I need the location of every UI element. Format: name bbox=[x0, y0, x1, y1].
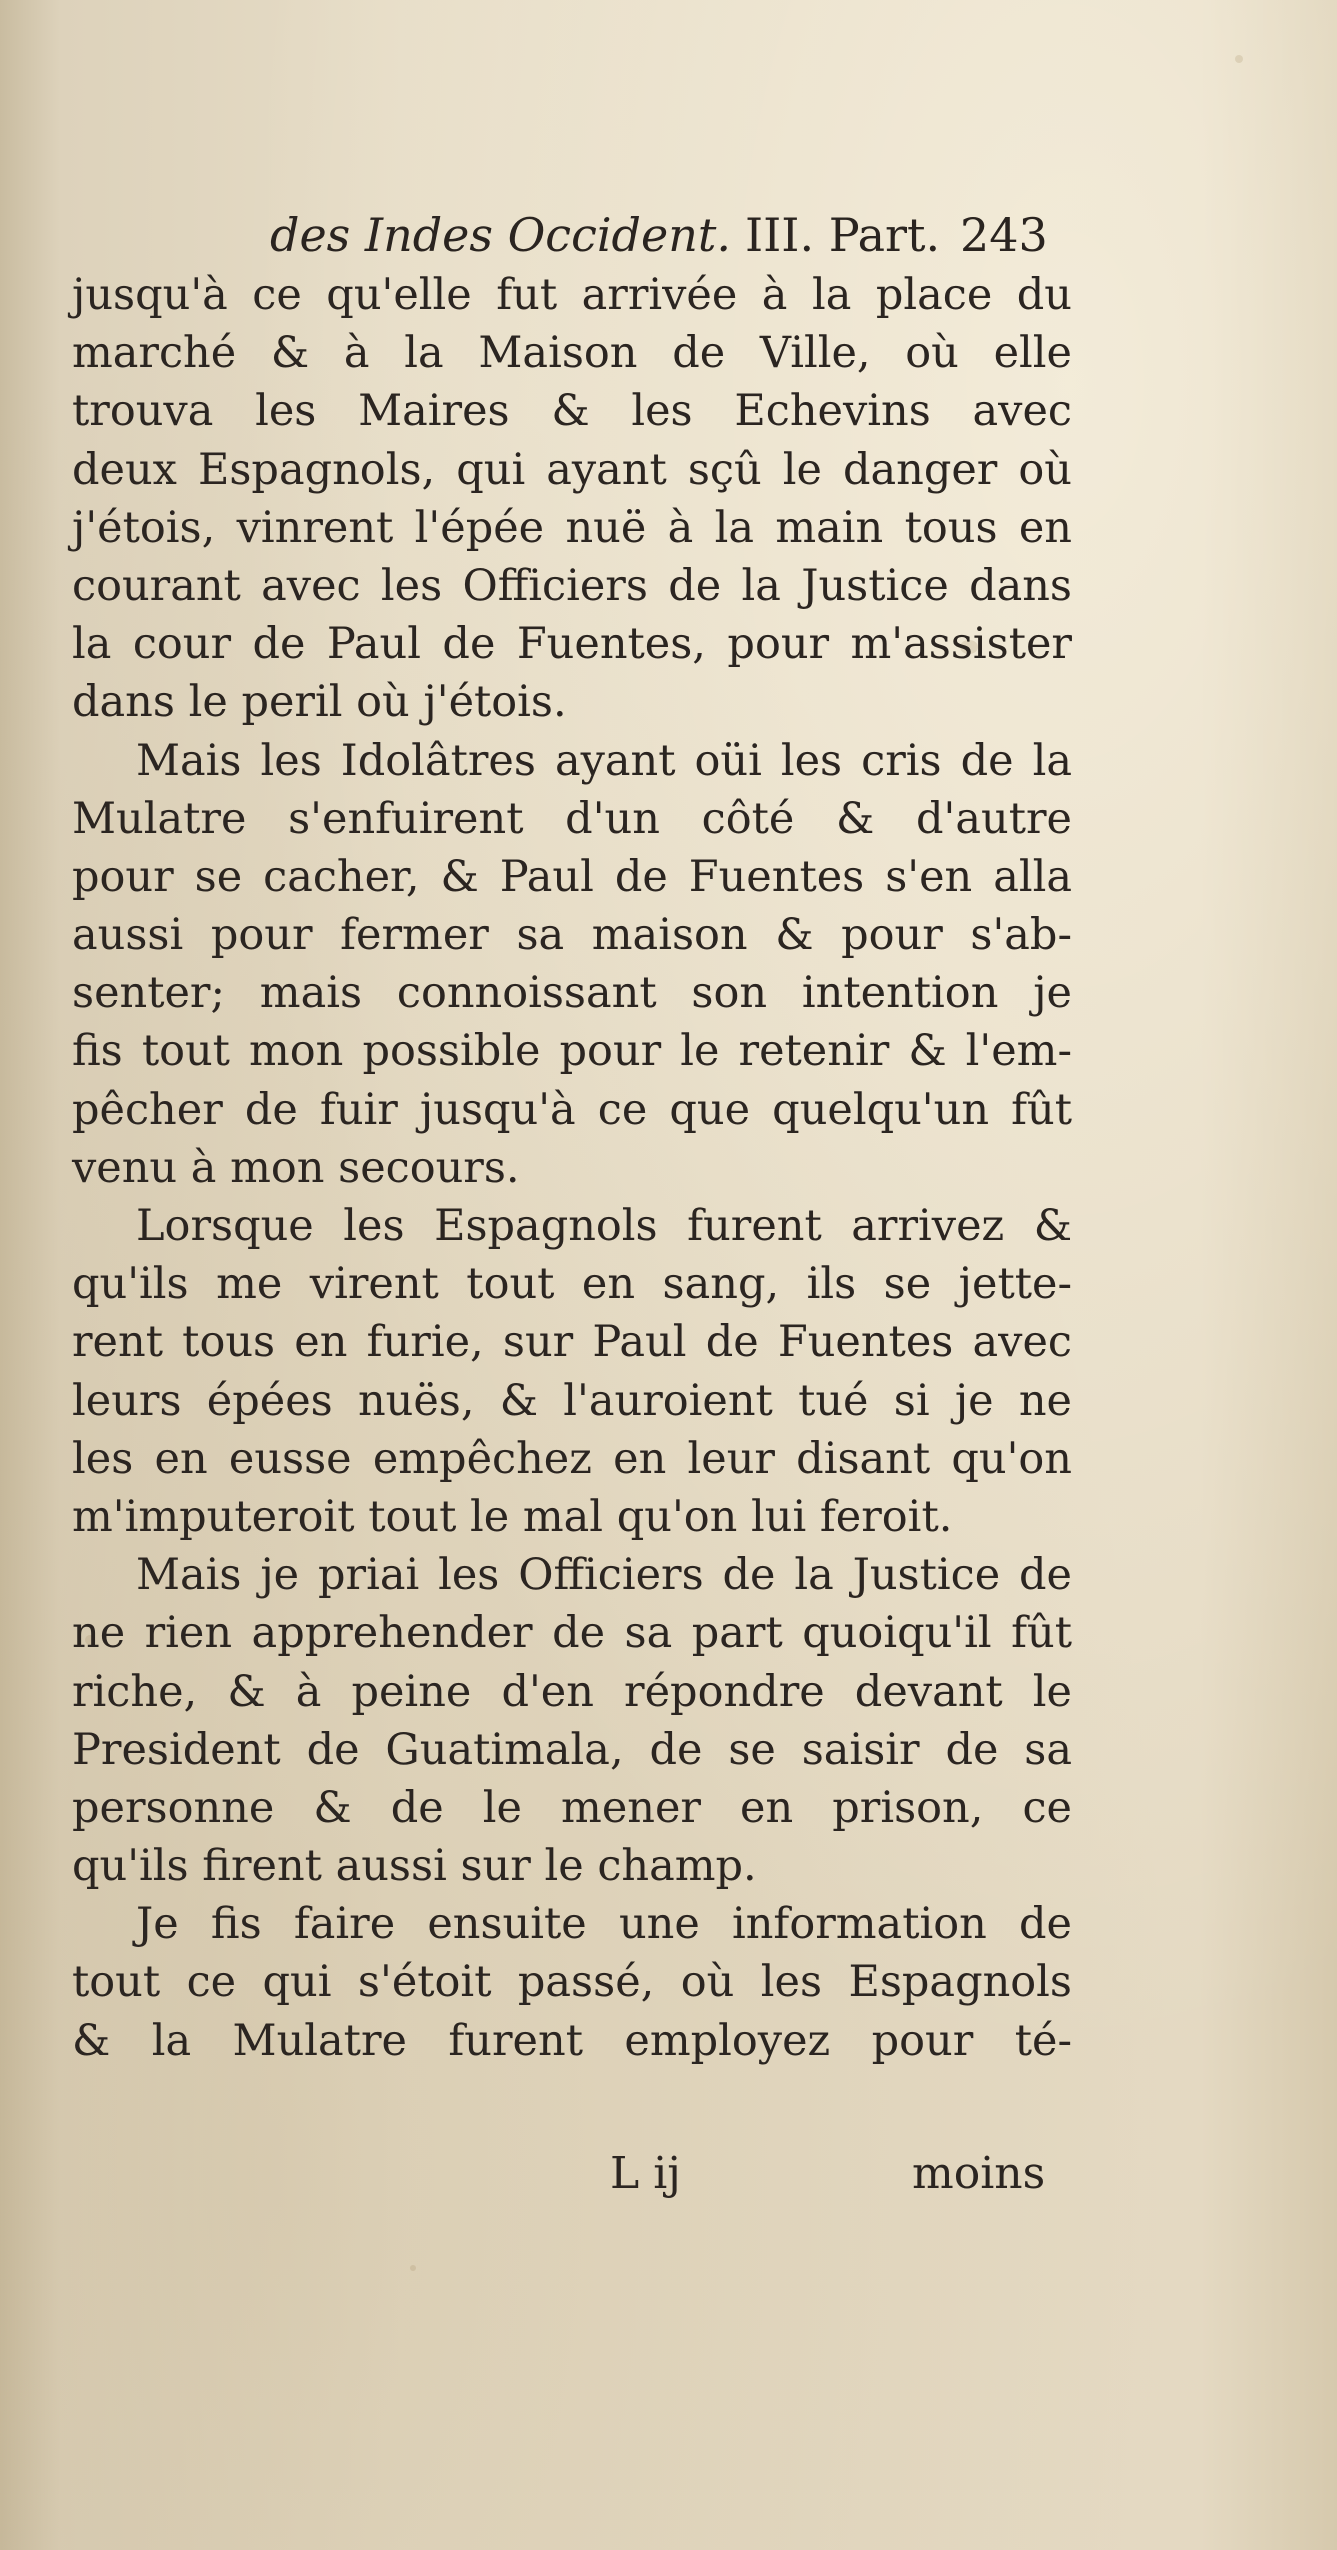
text-line: jusqu'à ce qu'elle fut arrivée à la place du bbox=[72, 270, 1072, 320]
signature-mark: L ij bbox=[610, 2148, 681, 2199]
text-line: les en eusse empêchez en leur disant qu'on bbox=[72, 1433, 1072, 1484]
text-line: rent tous en furie, sur Paul de Fuentes avec bbox=[72, 1317, 1072, 1368]
text-line: deux Espagnols, qui ayant sçû le danger où bbox=[72, 444, 1072, 495]
paper-stain bbox=[410, 2265, 416, 2271]
catchword: moins bbox=[912, 2148, 1046, 2199]
text-line: qu'ils firent aussi sur le champ. bbox=[72, 1841, 757, 1892]
text-line: m'imputeroit tout le mal qu'on lui feroit. bbox=[72, 1491, 953, 1542]
text-line: Mulatre s'enfuirent d'un côté & d'autre bbox=[72, 793, 1072, 844]
text-line: leurs épées nuës, & l'auroient tué si je ne bbox=[72, 1375, 1072, 1426]
text-line: marché & à la Maison de Ville, où elle bbox=[72, 328, 1072, 379]
text-line: courant avec les Officiers de la Justice dans bbox=[72, 560, 1072, 611]
text-line: la cour de Paul de Fuentes, pour m'assister bbox=[72, 619, 1072, 670]
text-line: tout ce qui s'étoit passé, où les Espagnols bbox=[72, 1957, 1072, 2008]
text-line: & la Mulatre furent employez pour té- bbox=[72, 2015, 1072, 2066]
text-line: President de Guatimala, de se saisir de sa bbox=[72, 1724, 1072, 1775]
text-line: fis tout mon possible pour le retenir & l'em- bbox=[72, 1026, 1072, 1077]
text-line: Je fis faire ensuite une information de bbox=[136, 1899, 1072, 1950]
text-line: trouva les Maires & les Echevins avec bbox=[72, 386, 1072, 437]
text-line: aussi pour fermer sa maison & pour s'ab- bbox=[72, 910, 1072, 961]
text-line: pêcher de fuir jusqu'à ce que quelqu'un fût bbox=[72, 1084, 1072, 1135]
text-line: ne rien apprehender de sa part quoiqu'il fût bbox=[72, 1608, 1072, 1659]
text-line: qu'ils me virent tout en sang, ils se jette- bbox=[72, 1259, 1072, 1310]
page-footer bbox=[0, 2148, 1337, 2208]
text-line: riche, & à peine d'en répondre devant le bbox=[72, 1666, 1072, 1717]
part-label: III. Part. bbox=[744, 208, 941, 262]
text-line: Lorsque les Espagnols furent arrivez & bbox=[136, 1201, 1072, 1251]
page-number: 243 bbox=[960, 208, 1048, 262]
text-line: senter; mais connoissant son intention je bbox=[72, 968, 1072, 1019]
text-line: Mais les Idolâtres ayant oüi les cris de la bbox=[136, 735, 1072, 786]
running-title: des Indes Occident. bbox=[270, 208, 731, 262]
text-line: venu à mon secours. bbox=[72, 1142, 520, 1193]
running-header bbox=[270, 208, 1070, 268]
text-line: Mais je priai les Officiers de la Justice de bbox=[136, 1550, 1072, 1601]
text-line: j'étois, vinrent l'épée nuë à la main tous en bbox=[72, 502, 1072, 553]
paper-stain bbox=[1235, 55, 1243, 63]
text-line: dans le peril où j'étois. bbox=[72, 677, 567, 728]
text-line: pour se cacher, & Paul de Fuentes s'en alla bbox=[72, 851, 1072, 902]
text-line: personne & de le mener en prison, ce bbox=[72, 1782, 1072, 1833]
body-text bbox=[72, 266, 1072, 2070]
